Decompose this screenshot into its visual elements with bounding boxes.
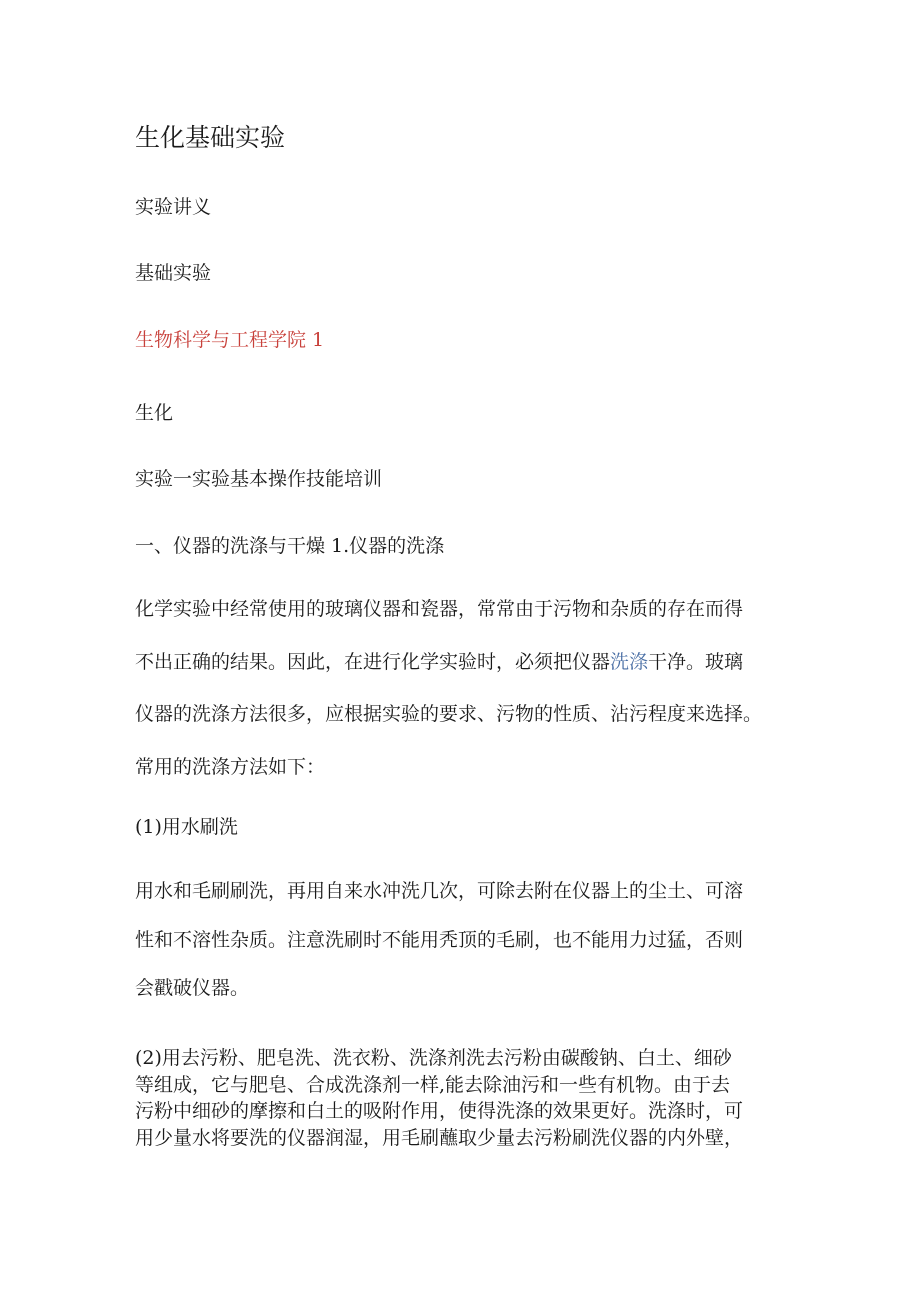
section-label: 生化 [135,402,174,424]
paragraph-line: 污粉中细砂的摩擦和白土的吸附作用，使得洗涤的效果更好。洗涤时，可 [135,1100,744,1122]
experiment-title: 实验一实验基本操作技能培训 [135,468,383,490]
paragraph-line: 用少量水将要洗的仪器润湿，用毛刷蘸取少量去污粉刷洗仪器的内外壁， [135,1126,744,1149]
basic-experiment-label: 基础实验 [135,262,212,284]
paragraph-line: 用水和毛刷刷洗，再用自来水冲洗几次，可除去附在仪器上的尘土、可溶 [135,880,744,902]
paragraph-line [135,636,795,689]
paragraph-line: 仪器的洗涤方法很多，应根据实验的要求、污物的性质、沾污程度来选择。 [135,703,763,725]
paragraph-water-brushing [135,867,795,1013]
washing-link[interactable]: 洗涤 [610,650,649,673]
section-heading: 一、仪器的洗涤与干燥 1.仪器的洗涤 [135,535,445,557]
paragraph-detergent-washing [135,1045,795,1151]
paragraph-line-text: 干净。玻璃 [648,650,744,673]
paragraph-line: (2)用去污粉、肥皂洗、洗衣粉、洗涤剂洗去污粉由碳酸钠、白土、细砂 [135,1047,732,1069]
paragraph-line: 会戳破仪器。 [135,977,250,999]
method1-heading: (1)用水刷洗 [135,816,238,838]
paragraph-line: 常用的洗涤方法如下： [135,755,326,778]
paragraph-cleaning-intro [135,583,795,793]
institute-name: 生物科学与工程学院 1 [135,329,325,351]
lecture-notes-label: 实验讲义 [135,196,212,218]
document-title: 生化基础实验 [135,123,286,152]
paragraph-line: 等组成，它与肥皂、合成洗涤剂一样,能去除油污和一些有机物。由于去 [135,1073,731,1096]
paragraph-line: 性和不溶性杂质。注意洗刷时不能用秃顶的毛刷，也不能用力过猛，否则 [135,928,744,951]
paragraph-line-text: 不出正确的结果。因此，在进行化学实验时，必须把仪器 [135,650,611,673]
paragraph-line: 化学实验中经常使用的玻璃仪器和瓷器，常常由于污物和杂质的存在而得 [135,598,744,620]
